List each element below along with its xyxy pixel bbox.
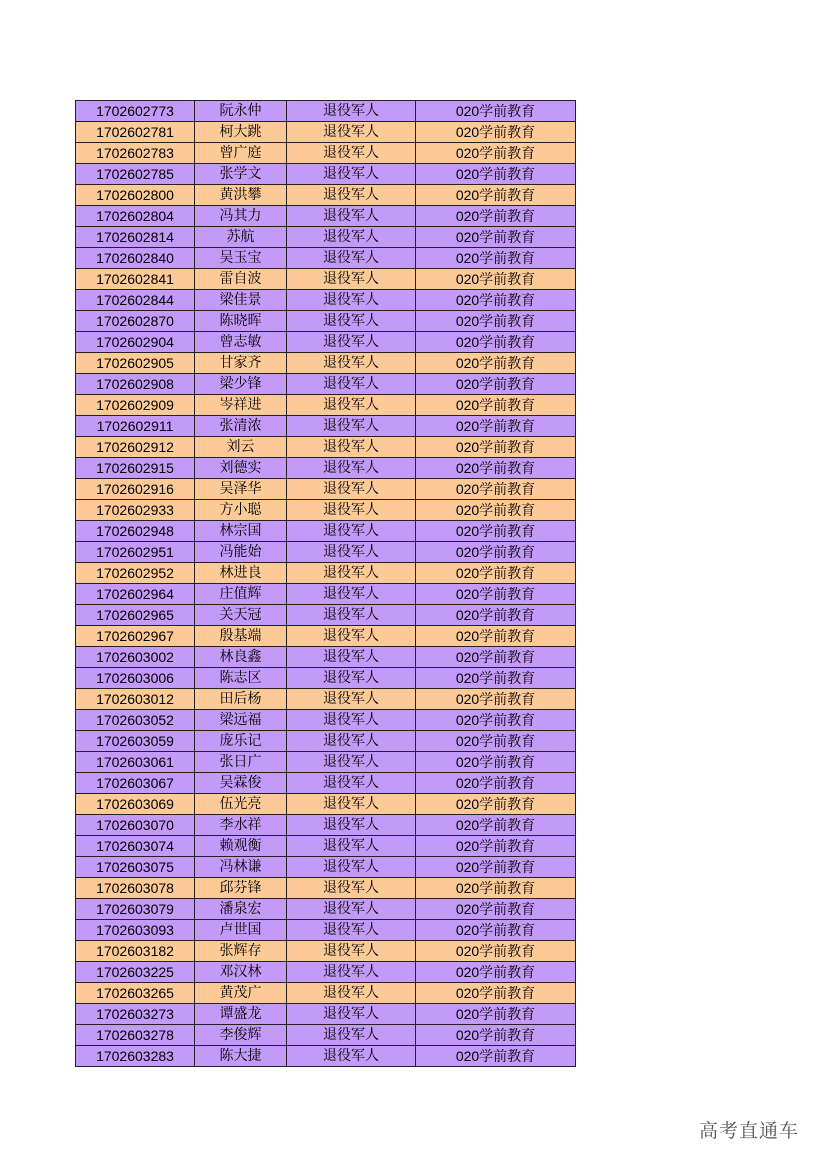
category-cell: 退役军人 <box>287 353 416 374</box>
student-id-cell: 1702602870 <box>76 311 195 332</box>
category-cell: 退役军人 <box>287 416 416 437</box>
table-row <box>76 857 576 878</box>
student-id-cell: 1702602964 <box>76 584 195 605</box>
table-row <box>76 542 576 563</box>
major-cell: 020学前教育 <box>416 374 576 395</box>
category-cell: 退役军人 <box>287 101 416 122</box>
student-id-cell: 1702603078 <box>76 878 195 899</box>
major-cell: 020学前教育 <box>416 458 576 479</box>
student-id-cell: 1702603265 <box>76 983 195 1004</box>
category-cell: 退役军人 <box>287 920 416 941</box>
student-id-cell: 1702603182 <box>76 941 195 962</box>
student-id-cell: 1702602911 <box>76 416 195 437</box>
student-id-cell: 1702603052 <box>76 710 195 731</box>
student-name-cell: 林良鑫 <box>195 647 287 668</box>
student-id-cell: 1702603070 <box>76 815 195 836</box>
student-name-cell: 邱芬锋 <box>195 878 287 899</box>
major-cell: 020学前教育 <box>416 815 576 836</box>
category-cell: 退役军人 <box>287 374 416 395</box>
major-cell: 020学前教育 <box>416 752 576 773</box>
table-row <box>76 164 576 185</box>
category-cell: 退役军人 <box>287 752 416 773</box>
category-cell: 退役军人 <box>287 290 416 311</box>
major-cell: 020学前教育 <box>416 668 576 689</box>
table-row <box>76 290 576 311</box>
student-id-cell: 1702602965 <box>76 605 195 626</box>
student-name-cell: 张辉存 <box>195 941 287 962</box>
major-cell: 020学前教育 <box>416 269 576 290</box>
student-name-cell: 曾广庭 <box>195 143 287 164</box>
student-id-cell: 1702602814 <box>76 227 195 248</box>
major-cell: 020学前教育 <box>416 710 576 731</box>
category-cell: 退役军人 <box>287 815 416 836</box>
table-row <box>76 269 576 290</box>
category-cell: 退役军人 <box>287 1046 416 1067</box>
table-row <box>76 752 576 773</box>
student-name-cell: 刘云 <box>195 437 287 458</box>
major-cell: 020学前教育 <box>416 122 576 143</box>
category-cell: 退役军人 <box>287 395 416 416</box>
major-cell: 020学前教育 <box>416 164 576 185</box>
category-cell: 退役军人 <box>287 269 416 290</box>
student-id-cell: 1702603079 <box>76 899 195 920</box>
student-name-cell: 殷基端 <box>195 626 287 647</box>
major-cell: 020学前教育 <box>416 1025 576 1046</box>
category-cell: 退役军人 <box>287 479 416 500</box>
student-id-cell: 1702603006 <box>76 668 195 689</box>
category-cell: 退役军人 <box>287 206 416 227</box>
category-cell: 退役军人 <box>287 647 416 668</box>
major-cell: 020学前教育 <box>416 311 576 332</box>
student-id-cell: 1702602785 <box>76 164 195 185</box>
major-cell: 020学前教育 <box>416 605 576 626</box>
student-id-cell: 1702603002 <box>76 647 195 668</box>
student-name-cell: 冯林谦 <box>195 857 287 878</box>
major-cell: 020学前教育 <box>416 794 576 815</box>
student-id-cell: 1702602908 <box>76 374 195 395</box>
category-cell: 退役军人 <box>287 521 416 542</box>
student-name-cell: 谭盛龙 <box>195 1004 287 1025</box>
student-name-cell: 梁少锋 <box>195 374 287 395</box>
student-name-cell: 甘家齐 <box>195 353 287 374</box>
major-cell: 020学前教育 <box>416 1046 576 1067</box>
student-id-cell: 1702602933 <box>76 500 195 521</box>
student-id-cell: 1702602773 <box>76 101 195 122</box>
student-name-cell: 冯能始 <box>195 542 287 563</box>
student-name-cell: 赖观衡 <box>195 836 287 857</box>
major-cell: 020学前教育 <box>416 416 576 437</box>
table-row <box>76 143 576 164</box>
student-id-cell: 1702603093 <box>76 920 195 941</box>
major-cell: 020学前教育 <box>416 101 576 122</box>
student-id-cell: 1702602951 <box>76 542 195 563</box>
table-row <box>76 353 576 374</box>
category-cell: 退役军人 <box>287 626 416 647</box>
student-name-cell: 陈晓晖 <box>195 311 287 332</box>
category-cell: 退役军人 <box>287 962 416 983</box>
student-id-cell: 1702602912 <box>76 437 195 458</box>
student-id-cell: 1702603283 <box>76 1046 195 1067</box>
table-row <box>76 983 576 1004</box>
category-cell: 退役军人 <box>287 500 416 521</box>
student-name-cell: 梁佳景 <box>195 290 287 311</box>
major-cell: 020学前教育 <box>416 437 576 458</box>
major-cell: 020学前教育 <box>416 878 576 899</box>
student-id-cell: 1702603273 <box>76 1004 195 1025</box>
table-row <box>76 794 576 815</box>
category-cell: 退役军人 <box>287 983 416 1004</box>
student-name-cell: 黄茂广 <box>195 983 287 1004</box>
student-id-cell: 1702602841 <box>76 269 195 290</box>
major-cell: 020学前教育 <box>416 143 576 164</box>
student-id-cell: 1702602909 <box>76 395 195 416</box>
category-cell: 退役军人 <box>287 1004 416 1025</box>
category-cell: 退役军人 <box>287 1025 416 1046</box>
category-cell: 退役军人 <box>287 878 416 899</box>
table-row <box>76 458 576 479</box>
major-cell: 020学前教育 <box>416 920 576 941</box>
table-row <box>76 605 576 626</box>
category-cell: 退役军人 <box>287 794 416 815</box>
student-id-cell: 1702602781 <box>76 122 195 143</box>
table-row <box>76 311 576 332</box>
major-cell: 020学前教育 <box>416 248 576 269</box>
student-id-cell: 1702602783 <box>76 143 195 164</box>
category-cell: 退役军人 <box>287 563 416 584</box>
student-name-cell: 张日广 <box>195 752 287 773</box>
student-name-cell: 曾志敏 <box>195 332 287 353</box>
table-row <box>76 500 576 521</box>
table-row <box>76 374 576 395</box>
student-id-cell: 1702603061 <box>76 752 195 773</box>
student-name-cell: 梁远福 <box>195 710 287 731</box>
student-name-cell: 邓汉林 <box>195 962 287 983</box>
table-row <box>76 584 576 605</box>
student-name-cell: 伍光亮 <box>195 794 287 815</box>
table-row <box>76 920 576 941</box>
category-cell: 退役军人 <box>287 143 416 164</box>
student-name-cell: 林宗国 <box>195 521 287 542</box>
student-id-cell: 1702603225 <box>76 962 195 983</box>
student-name-cell: 田后杨 <box>195 689 287 710</box>
student-id-cell: 1702603278 <box>76 1025 195 1046</box>
student-id-cell: 1702602915 <box>76 458 195 479</box>
major-cell: 020学前教育 <box>416 479 576 500</box>
major-cell: 020学前教育 <box>416 227 576 248</box>
student-name-cell: 刘德实 <box>195 458 287 479</box>
student-name-cell: 卢世国 <box>195 920 287 941</box>
category-cell: 退役军人 <box>287 185 416 206</box>
student-name-cell: 黄洪攀 <box>195 185 287 206</box>
major-cell: 020学前教育 <box>416 962 576 983</box>
major-cell: 020学前教育 <box>416 542 576 563</box>
major-cell: 020学前教育 <box>416 206 576 227</box>
category-cell: 退役军人 <box>287 836 416 857</box>
table-row <box>76 668 576 689</box>
student-name-cell: 陈志区 <box>195 668 287 689</box>
category-cell: 退役军人 <box>287 584 416 605</box>
table-row <box>76 101 576 122</box>
table-row <box>76 836 576 857</box>
major-cell: 020学前教育 <box>416 185 576 206</box>
table-row <box>76 206 576 227</box>
student-id-cell: 1702603069 <box>76 794 195 815</box>
category-cell: 退役军人 <box>287 731 416 752</box>
table-row <box>76 332 576 353</box>
student-id-cell: 1702602904 <box>76 332 195 353</box>
student-name-cell: 吴霖俊 <box>195 773 287 794</box>
student-name-cell: 林进良 <box>195 563 287 584</box>
table-row <box>76 185 576 206</box>
table-row <box>76 773 576 794</box>
table-row <box>76 416 576 437</box>
student-name-cell: 张清浓 <box>195 416 287 437</box>
table-row <box>76 647 576 668</box>
category-cell: 退役军人 <box>287 899 416 920</box>
student-name-cell: 吴玉宝 <box>195 248 287 269</box>
table-row <box>76 1046 576 1067</box>
student-name-cell: 岑祥进 <box>195 395 287 416</box>
table-row <box>76 626 576 647</box>
student-table-body <box>76 101 576 1067</box>
student-name-cell: 潘泉宏 <box>195 899 287 920</box>
table-row <box>76 1025 576 1046</box>
category-cell: 退役军人 <box>287 332 416 353</box>
student-name-cell: 方小聪 <box>195 500 287 521</box>
student-id-cell: 1702602840 <box>76 248 195 269</box>
watermark-logo: 高考直通车 <box>698 1120 799 1142</box>
category-cell: 退役军人 <box>287 542 416 563</box>
major-cell: 020学前教育 <box>416 836 576 857</box>
major-cell: 020学前教育 <box>416 500 576 521</box>
major-cell: 020学前教育 <box>416 857 576 878</box>
table-row <box>76 941 576 962</box>
table-row <box>76 479 576 500</box>
category-cell: 退役军人 <box>287 458 416 479</box>
student-name-cell: 李俊辉 <box>195 1025 287 1046</box>
category-cell: 退役军人 <box>287 668 416 689</box>
major-cell: 020学前教育 <box>416 332 576 353</box>
table-row <box>76 521 576 542</box>
major-cell: 020学前教育 <box>416 626 576 647</box>
major-cell: 020学前教育 <box>416 1004 576 1025</box>
major-cell: 020学前教育 <box>416 521 576 542</box>
student-id-cell: 1702603059 <box>76 731 195 752</box>
table-row <box>76 437 576 458</box>
student-name-cell: 张学文 <box>195 164 287 185</box>
category-cell: 退役军人 <box>287 311 416 332</box>
student-id-cell: 1702602905 <box>76 353 195 374</box>
category-cell: 退役军人 <box>287 248 416 269</box>
student-name-cell: 柯大跳 <box>195 122 287 143</box>
student-id-cell: 1702603074 <box>76 836 195 857</box>
table-row <box>76 962 576 983</box>
student-name-cell: 苏航 <box>195 227 287 248</box>
student-name-cell: 吴泽华 <box>195 479 287 500</box>
table-row <box>76 395 576 416</box>
category-cell: 退役军人 <box>287 605 416 626</box>
category-cell: 退役军人 <box>287 857 416 878</box>
table-row <box>76 689 576 710</box>
major-cell: 020学前教育 <box>416 689 576 710</box>
student-id-cell: 1702602844 <box>76 290 195 311</box>
table-row <box>76 248 576 269</box>
major-cell: 020学前教育 <box>416 353 576 374</box>
category-cell: 退役军人 <box>287 773 416 794</box>
student-id-cell: 1702602948 <box>76 521 195 542</box>
table-row <box>76 227 576 248</box>
student-id-cell: 1702602800 <box>76 185 195 206</box>
student-name-cell: 陈大捷 <box>195 1046 287 1067</box>
table-row <box>76 731 576 752</box>
student-name-cell: 庄值辉 <box>195 584 287 605</box>
major-cell: 020学前教育 <box>416 983 576 1004</box>
student-id-cell: 1702602967 <box>76 626 195 647</box>
student-id-cell: 1702602916 <box>76 479 195 500</box>
student-name-cell: 雷自波 <box>195 269 287 290</box>
table-row <box>76 563 576 584</box>
student-name-cell: 关天冠 <box>195 605 287 626</box>
major-cell: 020学前教育 <box>416 584 576 605</box>
major-cell: 020学前教育 <box>416 563 576 584</box>
student-name-cell: 冯其力 <box>195 206 287 227</box>
student-name-cell: 阮永仲 <box>195 101 287 122</box>
student-name-cell: 庞乐记 <box>195 731 287 752</box>
student-table <box>75 100 576 1067</box>
category-cell: 退役军人 <box>287 227 416 248</box>
student-id-cell: 1702602952 <box>76 563 195 584</box>
table-row <box>76 878 576 899</box>
table-row <box>76 815 576 836</box>
table-row <box>76 122 576 143</box>
major-cell: 020学前教育 <box>416 290 576 311</box>
student-name-cell: 李水祥 <box>195 815 287 836</box>
major-cell: 020学前教育 <box>416 647 576 668</box>
student-id-cell: 1702602804 <box>76 206 195 227</box>
major-cell: 020学前教育 <box>416 941 576 962</box>
category-cell: 退役军人 <box>287 164 416 185</box>
major-cell: 020学前教育 <box>416 395 576 416</box>
major-cell: 020学前教育 <box>416 773 576 794</box>
table-row <box>76 1004 576 1025</box>
category-cell: 退役军人 <box>287 689 416 710</box>
student-id-cell: 1702603075 <box>76 857 195 878</box>
category-cell: 退役军人 <box>287 710 416 731</box>
major-cell: 020学前教育 <box>416 731 576 752</box>
student-id-cell: 1702603012 <box>76 689 195 710</box>
table-row <box>76 899 576 920</box>
category-cell: 退役军人 <box>287 941 416 962</box>
table-row <box>76 710 576 731</box>
category-cell: 退役军人 <box>287 437 416 458</box>
category-cell: 退役军人 <box>287 122 416 143</box>
student-id-cell: 1702603067 <box>76 773 195 794</box>
major-cell: 020学前教育 <box>416 899 576 920</box>
